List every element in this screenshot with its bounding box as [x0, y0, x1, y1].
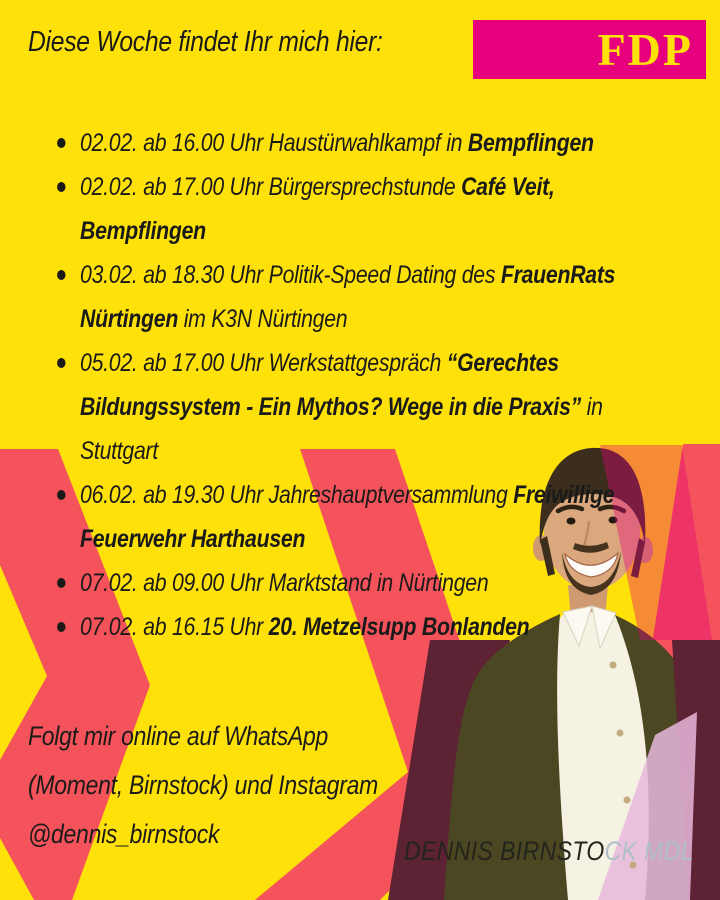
schedule-item	[80, 473, 615, 561]
schedule-line: 02.02. ab 16.00 Uhr Haustürwahlkampf in Bempflingen	[80, 121, 615, 165]
schedule-line: Bempflingen	[80, 217, 206, 245]
footer-line: Folgt mir online auf WhatsApp	[28, 721, 329, 751]
schedule-item	[80, 341, 615, 473]
schedule-line: Nürtingen im K3N Nürtingen	[80, 305, 348, 333]
footer-line: @dennis_birnstock	[28, 819, 220, 849]
footer-line: (Moment, Birnstock) und Instagram	[28, 770, 379, 800]
schedule-line: 03.02. ab 18.30 Uhr Politik-Speed Dating des FrauenRats	[80, 253, 615, 297]
fdp-logo-text: FDP	[597, 23, 693, 75]
schedule-list	[80, 121, 615, 649]
schedule-line: Feuerwehr Harthausen	[80, 525, 306, 553]
schedule-line: 02.02. ab 17.00 Uhr Bürgersprechstunde Café Veit,	[80, 165, 615, 209]
signature-name	[404, 836, 694, 867]
schedule-item	[80, 165, 615, 253]
signature-name-light: CK MDL	[604, 836, 694, 866]
schedule-line: Bildungssystem - Ein Mythos? Wege in die Praxis” in	[80, 393, 603, 421]
signature-name-dark: DENNIS BIRNSTO	[404, 836, 605, 866]
schedule-line: 06.02. ab 19.30 Uhr Jahreshauptversammlung Freiwillige	[80, 473, 615, 517]
schedule-line: Stuttgart	[80, 437, 159, 465]
schedule-line: 07.02. ab 09.00 Uhr Marktstand in Nürtingen	[80, 561, 615, 605]
schedule-line: 05.02. ab 17.00 Uhr Werkstattgespräch “Gerechtes	[80, 341, 615, 385]
schedule-item	[80, 561, 615, 605]
schedule-item	[80, 605, 615, 649]
shirt-button	[610, 662, 617, 669]
schedule-item	[80, 121, 615, 165]
shirt-button	[617, 730, 624, 737]
schedule-item	[80, 253, 615, 341]
schedule-line: 07.02. ab 16.15 Uhr 20. Metzelsupp Bonlanden	[80, 605, 615, 649]
fdp-logo	[473, 20, 706, 79]
shirt-button	[624, 797, 631, 804]
page-title: Diese Woche findet Ihr mich hier:	[28, 26, 383, 58]
social-footer	[28, 712, 378, 859]
